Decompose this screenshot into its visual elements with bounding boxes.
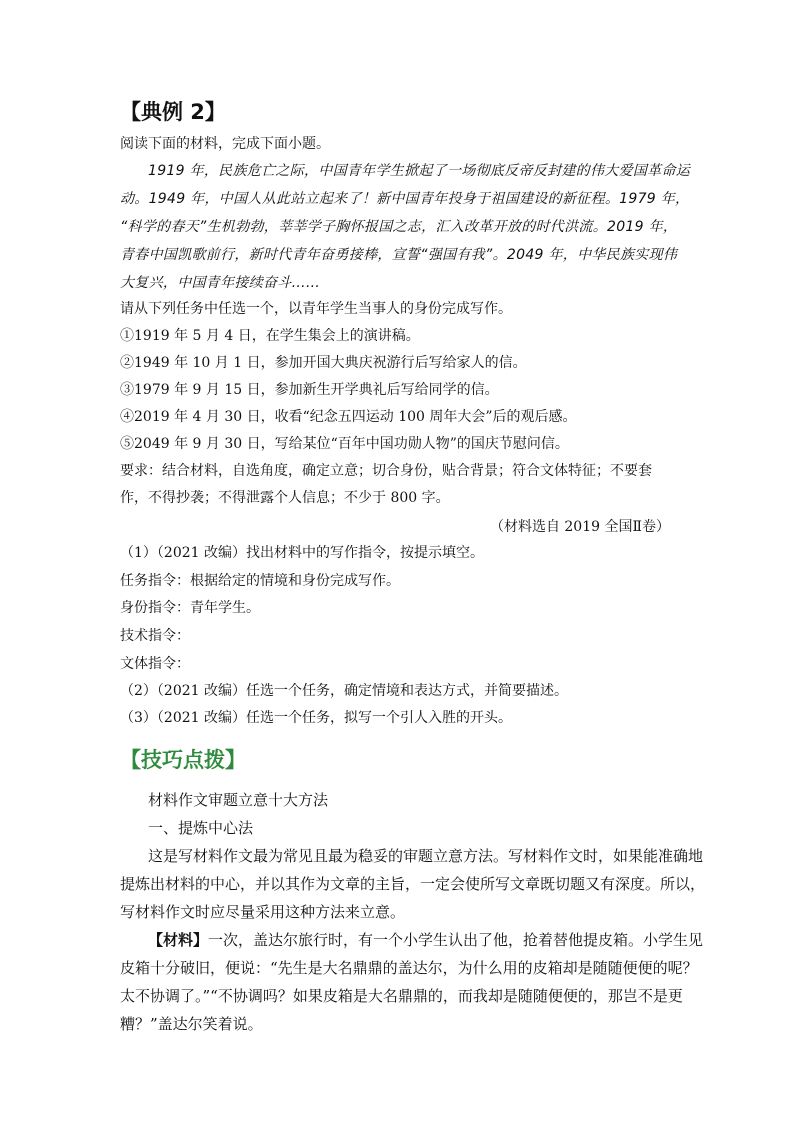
material-first-line (148, 929, 703, 951)
example-instruction: 阅读下面的材料，完成下面小题。 (120, 136, 330, 152)
directive-item: 任务指令：根据给定的情境和身份完成写作。 (120, 573, 400, 589)
material-label: 【材料】 (148, 931, 209, 949)
question-1: （1）（2021 改编）找出材料中的写作指令，按提示填空。 (120, 545, 484, 561)
paragraph-line: 写材料作文时应尽量采用这种方法来立意。 (120, 903, 406, 921)
tips-subtitle: 材料作文审题立意十大方法 (148, 791, 329, 809)
material-text-line: 太不协调了。”“不协调吗？如果皮箱是大名鼎鼎的，而我却是随随便便的，那岂不是更 (120, 987, 683, 1005)
material-line: 青春中国凯歌前行，新时代青年奋勇接棒，宣誓“强国有我”。2049 年，中华民族实现伟 (120, 247, 678, 263)
material-text: 一次，盖达尔旅行时，有一个小学生认出了他，抢着替他提皮箱。小学生见 (208, 931, 704, 949)
material-line: “科学的春天”生机勃勃，莘莘学子胸怀报国之志，汇入改革开放的时代洪流。2019 年， (120, 219, 678, 235)
requirement-text: 作，不得抄袭；不得泄露个人信息；不少于 800 字。 (120, 490, 450, 506)
tips-title: 【技巧点拨】 (120, 748, 246, 772)
section-heading: 一、提炼中心法 (148, 819, 254, 837)
example-title: 【典例 2】 (120, 100, 226, 124)
task-item: ④2019 年 4 月 30 日，收看“纪念五四运动 100 周年大会”后的观后感。 (120, 409, 577, 425)
directive-item: 文体指令： (120, 656, 190, 672)
paragraph-line: 提炼出材料的中心，并以其作为文章的主旨，一定会使所写文章既切题又有深度。所以， (120, 875, 706, 893)
material-line: 大复兴，中国青年接续奋斗…… (120, 275, 321, 291)
requirement-text: 要求：结合材料，自选角度，确定立意；切合身份，贴合背景；符合文体特征；不要套 (120, 463, 652, 479)
source-note: （材料选自 2019 全国Ⅱ卷） (489, 519, 670, 535)
task-prompt: 请从下列任务中任选一个，以青年学生当事人的身份完成写作。 (120, 301, 512, 317)
task-item: ③1979 年 9 月 15 日，参加新生开学典礼后写给同学的信。 (120, 382, 499, 398)
material-text-line: 皮箱十分破旧，便说：“先生是大名鼎鼎的盖达尔，为什么用的皮箱却是随随便便的呢？ (120, 959, 698, 977)
question-2: （2）（2021 改编）任选一个任务，确定情境和表达方式，并简要描述。 (120, 683, 568, 699)
directive-item: 技术指令： (120, 628, 190, 644)
material-text-line: 糟？”盖达尔笑着说。 (120, 1015, 263, 1033)
question-3: （3）（2021 改编）任选一个任务，拟写一个引人入胜的开头。 (120, 710, 512, 726)
paragraph-line: 这是写材料作文最为常见且最为稳妥的审题立意方法。写材料作文时，如果能准确地 (148, 847, 704, 865)
material-line: 1919 年，民族危亡之际，中国青年学生掀起了一场彻底反帝反封建的伟大爱国革命运 (148, 163, 691, 179)
material-line: 动。1949 年，中国人从此站立起来了！新中国青年投身于祖国建设的新征程。1979 年， (120, 191, 690, 207)
task-item: ⑤2049 年 9 月 30 日，写给某位“百年中国功勋人物”的国庆节慰问信。 (120, 436, 569, 452)
task-item: ①1919 年 5 月 4 日，在学生集会上的演讲稿。 (120, 328, 420, 344)
task-item: ②1949 年 10 月 1 日，参加开国大典庆祝游行后写给家人的信。 (120, 355, 527, 371)
directive-item: 身份指令：青年学生。 (120, 600, 260, 616)
